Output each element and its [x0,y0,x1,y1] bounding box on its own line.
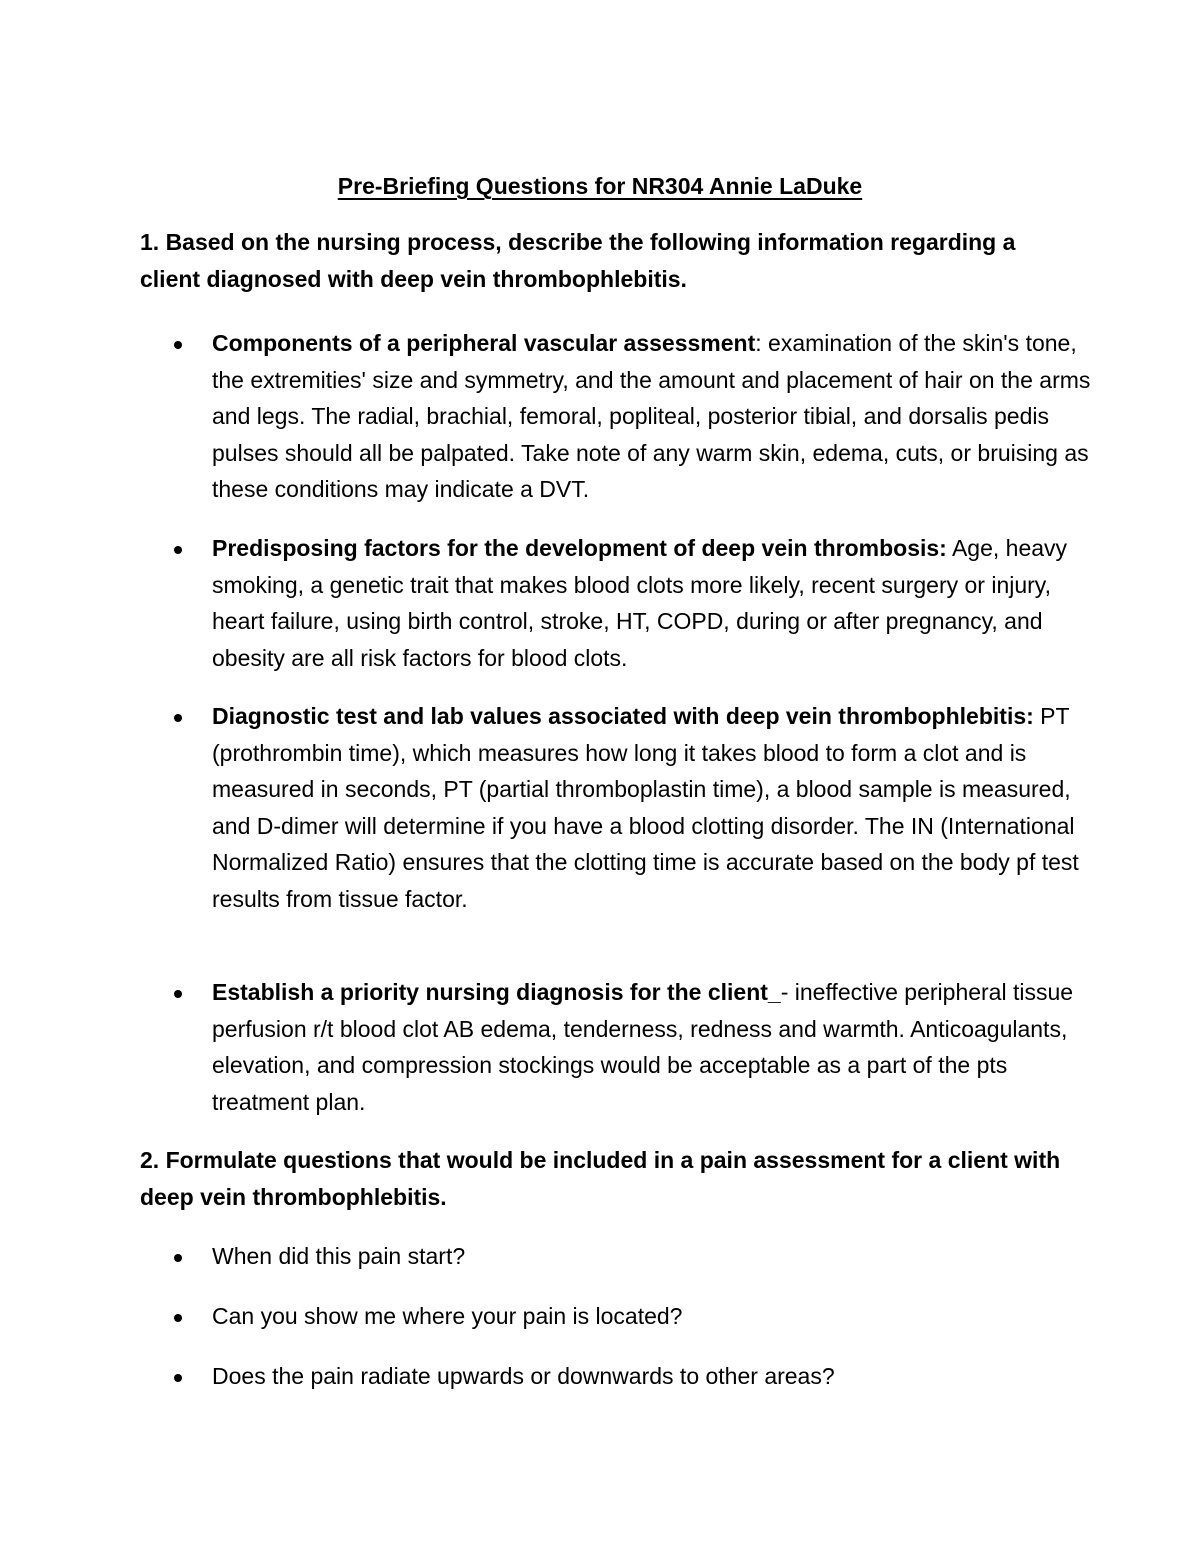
item-label: Components of a peripheral vascular assessment [212,330,756,356]
list-item [212,530,1092,676]
item-text: PT (prothrombin time), which measures how long it takes blood to form a clot and is measured in seconds, PT (partial thromboplastin time), a blood sample is measured, and D-dimer will determine if you have a blood clotting disorder. The IN (International Normalized Ratio) ensures that the clotting time is accurate based on the body pf test results from tissue factor. [212,703,1079,912]
list-item [212,974,1092,1120]
list-item [212,1298,1092,1335]
item-text: - ineffective peripheral tissue perfusion r/t blood clot AB edema, tenderness, redness and warmth. Anticoagulants, elevation, and compression stockings would be acceptable as a part of the pts treatment plan. [212,979,1074,1115]
bullet-icon [174,990,182,998]
list-item [212,325,1092,508]
item-text: : examination of the skin's tone, the extremities' size and symmetry, and the amount and placement of hair on the arms and legs. The radial, brachial, femoral, popliteal, posterior tibial, and dorsalis pedis pulses should all be palpated. Take note of any warm skin, edema, cuts, or bruising as these conditions may indicate a DVT. [212,330,1091,502]
bullet-icon [174,714,182,722]
bullet-icon [174,1374,182,1382]
item-text: Age, heavy smoking, a genetic trait that makes blood clots more likely, recent surgery or injury, heart failure, using birth control, stroke, HT, COPD, during or after pregnancy, and obesity are all risk factors for blood clots. [212,535,1068,671]
item-label: Predisposing factors for the development of deep vein thrombosis: [212,535,947,561]
item-text: When did this pain start? [212,1243,466,1269]
list-item [212,698,1092,917]
bullet-icon [174,546,182,554]
question-1: 1. Based on the nursing process, describe the following information regarding a client diagnosed with deep vein thrombophlebitis. [140,229,1016,292]
list-item [212,1238,1092,1275]
item-text: Can you show me where your pain is located? [212,1303,683,1329]
document-title: Pre-Briefing Questions for NR304 Annie LaDuke [337,173,863,199]
question-2: 2. Formulate questions that would be included in a pain assessment for a client with deep vein thrombophlebitis. [140,1147,1061,1210]
list-item [212,1358,1092,1395]
bullet-icon [174,1254,182,1262]
bullet-icon [174,341,182,349]
item-text: Does the pain radiate upwards or downwards to other areas? [212,1363,835,1389]
item-label: Establish a priority nursing diagnosis for the client_ [212,979,781,1005]
item-label: Diagnostic test and lab values associated with deep vein thrombophlebitis: [212,703,1034,729]
bullet-icon [174,1314,182,1322]
